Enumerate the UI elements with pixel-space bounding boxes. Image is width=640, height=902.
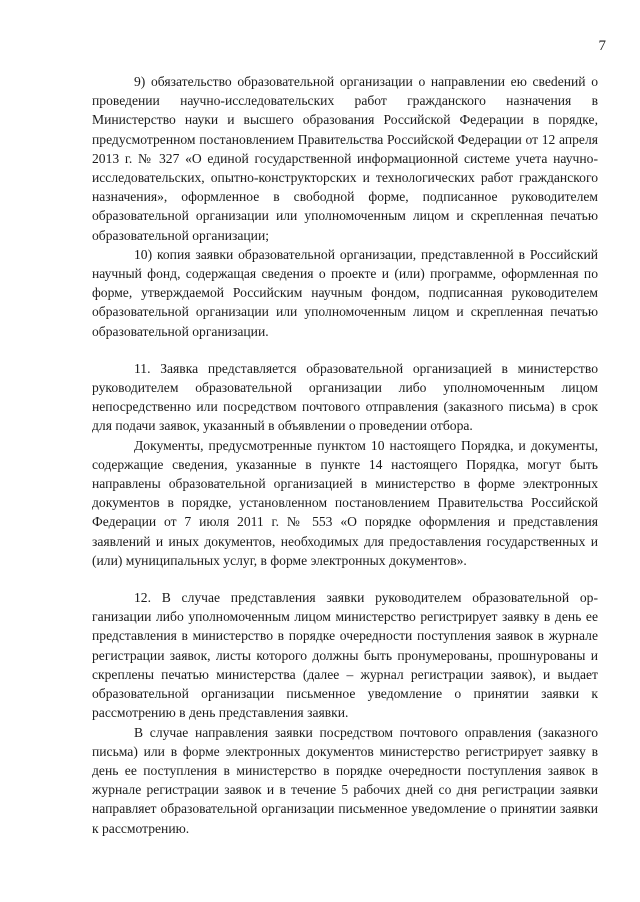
document-body [92, 72, 598, 838]
page-number: 7 [598, 38, 606, 54]
paragraph-item-9: 9) обязательство образовательной организации о направлении ею свеdений о проведении научно-исследовательских работ гражданского назначения в Министерство науки и высшего образования Российской Федерации в порядке, предусмотренном постановлением Правительства Российской Федерации от 12 апреля 2013 г. № 327 «О единой государственной информационной системе учета научно-исследовательских, опытно-конструкторских и технологических работ гражданского назначения», оформленное в свободной форме, подписанное руководителем образовательной организации или уполномоченным лицом и скрепленная печатью образовательной организации; [92, 74, 598, 243]
paragraph-clause-12-postal: В случае направления заявки посредством почтового оправления (заказного письма) или в форме электронных документов министерство регистрирует заявку в день ее поступления в министерство в порядке очередности поступления заявок в журнале регистрации заявок и в течение 5 рабочих дней со дня регистрации заявки направляет образовательной организации письменное уведомление о принятии заявки к рассмотрению. [92, 724, 598, 836]
paragraph-clause-11-documents: Документы, предусмотренные пунктом 10 настоящего Порядка, и документы, содержащие сведения, указанные в пункте 14 настоящего Порядка, могут быть направлены образовательной организацией в министерство в форме электронных документов в порядке, установленном постановлением Правительства Российской Федерации от 7 июля 2011 г. № 553 «О порядке оформления и представления заявлений и иных документов, необходимых для предоставления государственных и (или) муниципальных услуг, в форме электронных документов». [92, 437, 598, 568]
section-gap [92, 341, 598, 359]
paragraph-clause-12: 12. В случае представления заявки руководителем образовательной организации либо уполномоченным лицом министерство регистрирует заявку в день ее представления в министерство в порядке очередности поступления заявок в журнале регистрации заявок, листы которого должны быть пронумерованы, прошнурованы и скреплены печатью министерства (далее – журнал регистрации заявок), и выдает образовательной организации письменное уведомление о принятии заявки к рассмотрению в день представления заявки. [92, 590, 598, 721]
paragraph-clause-11: 11. Заявка представляется образовательной организацией в министерство руководителем образовательной организации либо уполномоченным лицом непосредственно или посредством почтового отправления (заказного письма) в срок для подачи заявок, указанный в объявлении о проведении отбора. [92, 360, 598, 434]
paragraph-item-10: 10) копия заявки образовательной организации, представленной в Российский научный фонд, содержащая сведения о проекте и (или) программе, оформленная по форме, утверждаемой Российским научным фондом, подписанная руководителем образовательной организации или уполномоченным лицом и скрепленная печатью образовательной организации. [92, 246, 598, 339]
section-gap [92, 570, 598, 588]
